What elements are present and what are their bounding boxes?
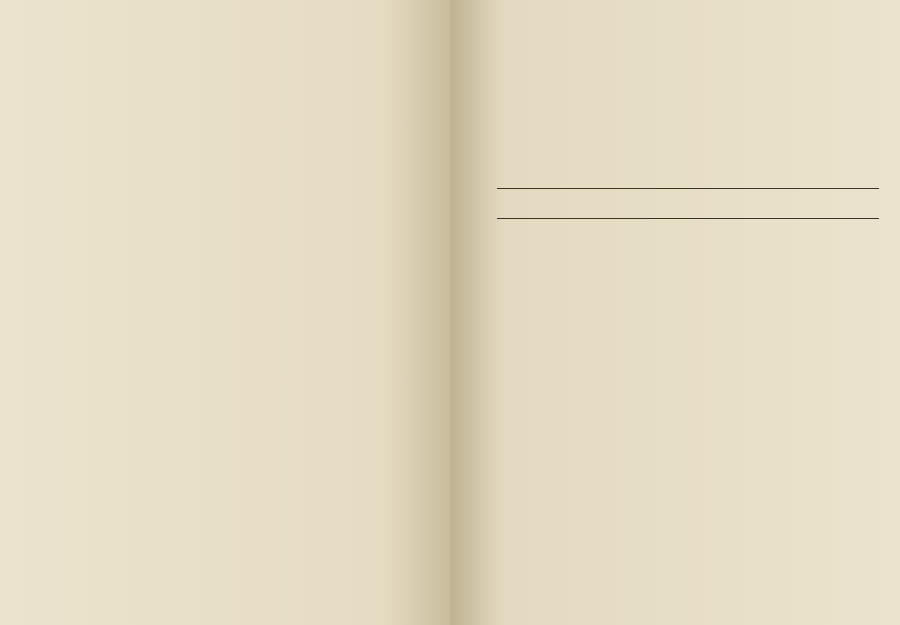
table-top-rule	[497, 188, 879, 189]
right-page	[450, 0, 900, 625]
table-header-rule	[497, 218, 879, 219]
